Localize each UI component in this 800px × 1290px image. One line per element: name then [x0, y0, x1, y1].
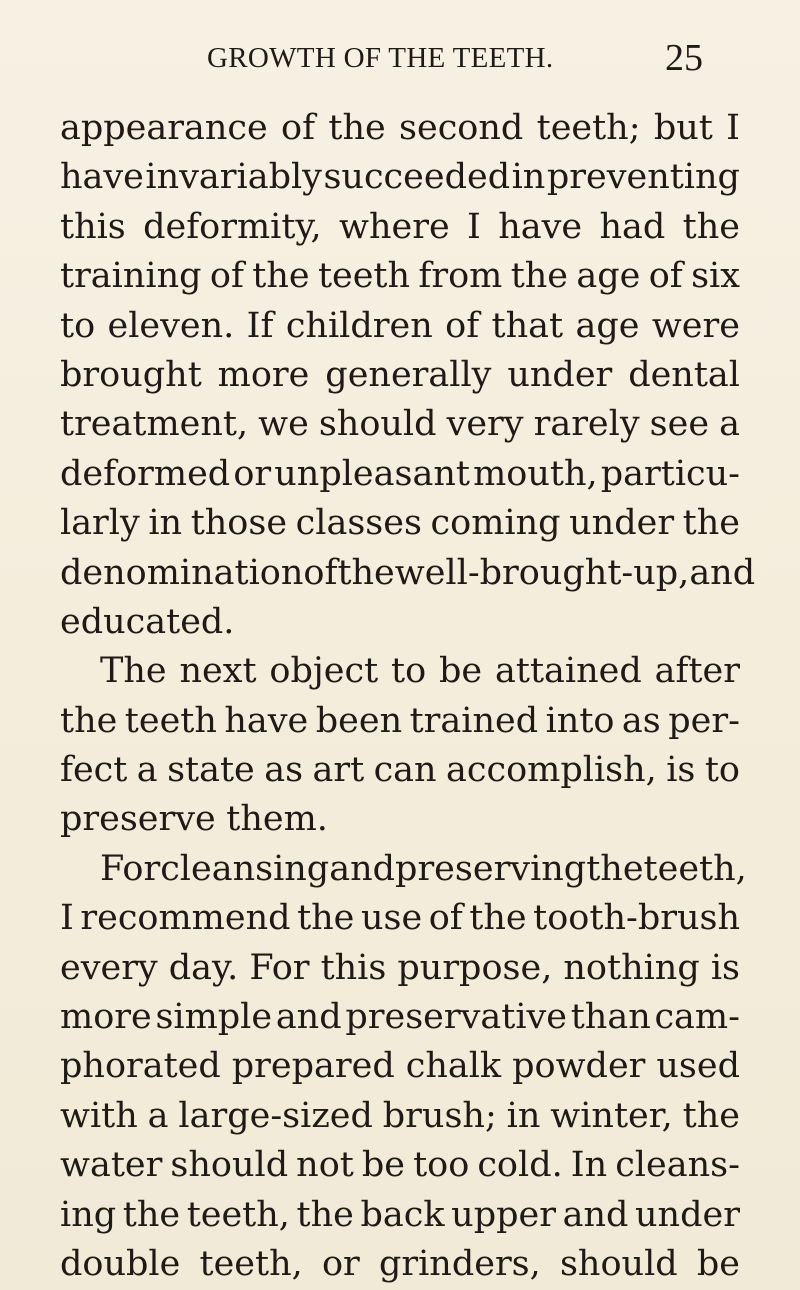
word: treatment,: [60, 404, 249, 445]
word: in: [148, 503, 183, 544]
word: after: [654, 651, 740, 692]
word: of: [281, 108, 316, 148]
word: cleans-: [615, 1145, 740, 1186]
text-line: [60, 1092, 740, 1141]
text-line: [60, 153, 740, 202]
text-line: [60, 993, 740, 1042]
word: upper: [451, 1194, 556, 1235]
word: simple: [155, 997, 273, 1038]
word: into: [545, 700, 615, 741]
word: unpleasant: [274, 453, 470, 494]
word: the: [296, 1194, 354, 1235]
word: from: [418, 256, 503, 297]
text-line: [60, 252, 740, 301]
text-line: [60, 351, 740, 400]
word: coming: [430, 503, 561, 544]
word: preserving: [395, 848, 587, 889]
word: invariably: [145, 157, 322, 198]
word: grinders,: [378, 1243, 541, 1284]
word: day.: [168, 947, 239, 988]
word: training: [60, 256, 202, 297]
word: the: [469, 898, 527, 939]
word: as: [264, 750, 304, 791]
word: water: [60, 1145, 163, 1186]
word: the: [682, 206, 740, 247]
text-line: [60, 944, 740, 993]
text-line: [60, 1042, 740, 1091]
word: age: [576, 256, 641, 297]
word: state: [167, 750, 255, 791]
word: to: [391, 651, 427, 692]
text-line: [60, 795, 740, 844]
word: I: [726, 108, 740, 148]
word: be: [696, 1243, 740, 1284]
word: per-: [668, 700, 740, 741]
word: have: [498, 206, 583, 247]
word: recommend: [80, 898, 291, 939]
body-text: [60, 104, 756, 1289]
word: trained: [409, 700, 539, 741]
word: the: [682, 1095, 740, 1136]
word: brush;: [382, 1095, 497, 1136]
word: where: [339, 206, 450, 247]
word: ing: [60, 1194, 117, 1235]
word: denomination: [60, 552, 304, 593]
word: double: [60, 1243, 181, 1284]
word: well-brought-up,: [394, 552, 690, 593]
text-line: [60, 1141, 740, 1190]
word: teeth: [317, 256, 411, 297]
word: been: [315, 700, 403, 741]
word: cleansing: [160, 848, 330, 889]
word: brought: [60, 354, 202, 395]
word: more: [60, 997, 152, 1038]
word: teeth,: [199, 1243, 303, 1284]
word: succeeded: [323, 157, 511, 198]
word: those: [190, 503, 288, 544]
word: used: [656, 1046, 740, 1087]
word: use: [360, 898, 423, 939]
word: more: [217, 354, 310, 395]
word: the: [337, 552, 395, 593]
word: larly: [60, 503, 140, 544]
word: purpose,: [397, 947, 553, 988]
word: the: [297, 898, 355, 939]
word: preventing: [546, 157, 740, 198]
word: every: [60, 947, 158, 988]
word: this: [60, 206, 126, 247]
page-header: [0, 38, 800, 88]
word: very: [446, 404, 524, 445]
word: have: [60, 157, 144, 198]
word: particu-: [600, 453, 740, 494]
word: deformed: [60, 453, 231, 494]
text-line: [60, 697, 740, 746]
word: the: [60, 700, 118, 741]
word: the: [586, 848, 644, 889]
word: phorated: [60, 1046, 221, 1087]
word: or: [321, 1243, 360, 1284]
word: of: [303, 552, 338, 593]
word: eleven.: [107, 305, 235, 346]
word: than: [570, 997, 651, 1038]
word: with: [60, 1095, 138, 1136]
word: accomplish,: [446, 750, 657, 791]
text-line: [60, 104, 740, 153]
text-line: [60, 894, 740, 943]
word: I: [467, 206, 481, 247]
word: the: [252, 256, 310, 297]
word: we: [258, 404, 309, 445]
word: and: [275, 997, 342, 1038]
text-line: [60, 499, 740, 548]
word: In: [570, 1145, 608, 1186]
word: preserve: [60, 799, 216, 840]
word: chalk: [405, 1046, 502, 1087]
word: dental: [628, 354, 740, 395]
word: can: [373, 750, 437, 791]
text-line: [60, 598, 740, 647]
word: The: [100, 651, 167, 692]
word: classes: [295, 503, 422, 544]
word: of: [445, 305, 480, 346]
word: a: [719, 404, 740, 445]
word: the: [682, 503, 740, 544]
word: teeth,: [186, 1194, 290, 1235]
word: should: [559, 1243, 678, 1284]
word: six: [691, 256, 740, 297]
word: should: [318, 404, 437, 445]
word: too: [413, 1145, 470, 1186]
word: rarely: [533, 404, 640, 445]
word: back: [360, 1194, 445, 1235]
word: art: [312, 750, 365, 791]
word: tooth-brush: [533, 898, 740, 939]
word: powder: [512, 1046, 646, 1087]
word: in: [511, 157, 546, 198]
word: winter,: [550, 1095, 673, 1136]
text-line: [60, 302, 740, 351]
word: For: [100, 848, 161, 889]
word: mouth,: [473, 453, 598, 494]
word: as: [621, 700, 661, 741]
word: in: [506, 1095, 541, 1136]
word: were: [651, 305, 740, 346]
word: under: [569, 503, 675, 544]
word: If: [246, 305, 274, 346]
word: of: [209, 256, 244, 297]
word: and: [562, 1194, 629, 1235]
word: the: [122, 1194, 181, 1235]
word: teeth: [124, 700, 217, 741]
page-number: 25: [665, 37, 703, 79]
word: and: [689, 552, 756, 593]
word: of: [428, 898, 463, 939]
word: this: [320, 947, 387, 988]
word: that: [491, 305, 564, 346]
word: fect: [60, 750, 128, 791]
word: have: [224, 700, 309, 741]
word: age: [575, 305, 640, 346]
word: is: [710, 947, 740, 988]
word: next: [179, 651, 257, 692]
text-line: [60, 1240, 740, 1289]
word: of: [648, 256, 683, 297]
word: to: [60, 305, 96, 346]
word: large-sized: [178, 1095, 373, 1136]
word: teeth,: [643, 848, 747, 889]
word: For: [249, 947, 310, 988]
text-line: [60, 845, 747, 894]
word: a: [136, 750, 158, 791]
word: the: [510, 256, 569, 297]
word: the: [328, 108, 386, 148]
word: them.: [226, 799, 328, 840]
text-line: [60, 1191, 740, 1240]
word: be: [361, 1145, 406, 1186]
word: be: [439, 651, 483, 692]
text-line: [60, 647, 740, 696]
word: should: [170, 1145, 289, 1186]
word: is: [666, 750, 696, 791]
text-line: [60, 400, 740, 449]
word: educated.: [60, 601, 235, 642]
word: attained: [495, 651, 642, 692]
word: teeth;: [536, 108, 641, 148]
word: under: [507, 354, 613, 395]
word: appearance: [60, 108, 268, 148]
word: deformity,: [143, 206, 322, 247]
word: but: [653, 108, 713, 148]
running-head: GROWTH OF THE TEETH.: [207, 42, 554, 74]
word: under: [635, 1194, 740, 1235]
word: cam-: [654, 997, 740, 1038]
word: a: [147, 1095, 169, 1136]
word: preservative: [345, 997, 567, 1038]
word: to: [704, 750, 740, 791]
word: generally: [325, 354, 492, 395]
word: not: [296, 1145, 354, 1186]
word: I: [60, 898, 74, 939]
text-line: [60, 549, 756, 598]
word: and: [329, 848, 396, 889]
word: or: [233, 453, 272, 494]
text-line: [60, 203, 740, 252]
word: nothing: [563, 947, 700, 988]
word: prepared: [231, 1046, 395, 1087]
word: had: [599, 206, 666, 247]
word: children: [285, 305, 433, 346]
text-line: [60, 746, 740, 795]
word: cold.: [477, 1145, 563, 1186]
word: see: [649, 404, 710, 445]
word: second: [399, 108, 524, 148]
word: object: [269, 651, 379, 692]
text-line: [60, 450, 740, 499]
